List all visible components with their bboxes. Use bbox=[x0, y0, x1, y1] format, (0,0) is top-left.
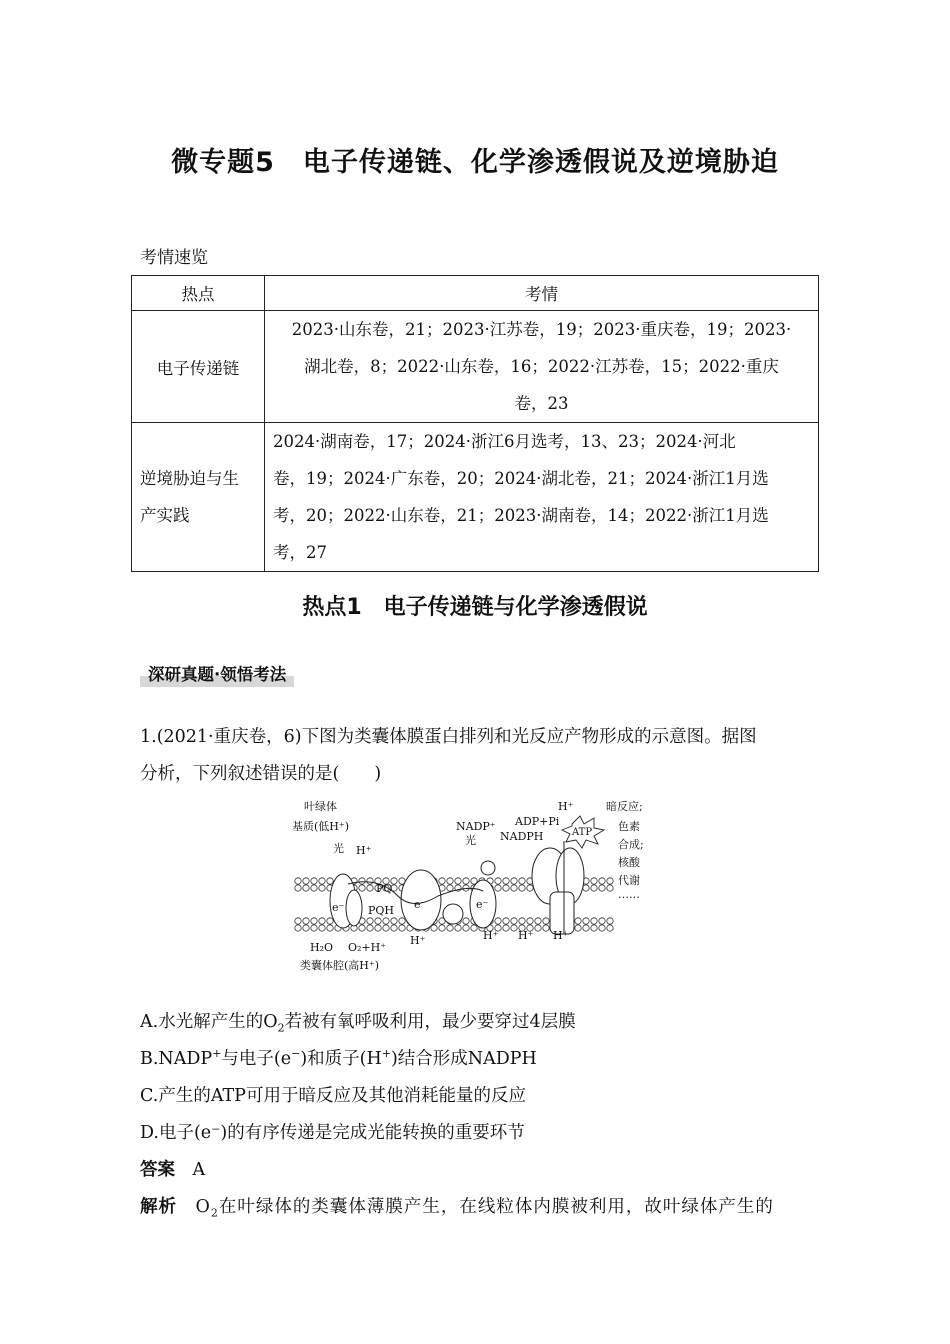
lipid-head bbox=[391, 918, 397, 924]
lipid-head bbox=[511, 885, 517, 891]
analysis-label: 解析 bbox=[140, 1197, 177, 1217]
table-row bbox=[132, 423, 819, 572]
lipid-head bbox=[511, 918, 517, 924]
lipid-head bbox=[495, 878, 501, 884]
label-nadp: NADP⁺ bbox=[456, 820, 496, 833]
lipid-head bbox=[503, 878, 509, 884]
label-o2: O₂+H⁺ bbox=[348, 941, 387, 954]
lipid-head bbox=[367, 885, 373, 891]
lipid-head bbox=[607, 918, 613, 924]
label-dark-6: …… bbox=[618, 888, 640, 901]
lipid-head bbox=[583, 885, 589, 891]
label-lumen: 类囊体腔(高H⁺) bbox=[300, 959, 379, 972]
lipid-head bbox=[519, 918, 525, 924]
section-banner: 深研真题·领悟考法 bbox=[140, 663, 294, 687]
answer-value: A bbox=[192, 1160, 206, 1180]
header-hot: 热点 bbox=[132, 276, 265, 311]
lipid-head bbox=[447, 885, 453, 891]
lipid-head bbox=[367, 878, 373, 884]
overview-label: 考情速览 bbox=[140, 248, 208, 268]
label-dark-2: 色素 bbox=[618, 820, 640, 833]
lipid-head bbox=[455, 878, 461, 884]
lipid-head bbox=[319, 925, 325, 931]
lipid-head bbox=[527, 885, 533, 891]
option-b: B.NADP+与电子(e−)和质子(H+)结合形成NADPH bbox=[140, 1047, 537, 1069]
lipid-head bbox=[575, 925, 581, 931]
lipid-head bbox=[543, 918, 549, 924]
header-info: 考情 bbox=[265, 276, 819, 311]
lipid-head bbox=[447, 925, 453, 931]
label-adp: ADP+Pi bbox=[515, 815, 560, 828]
lipid-head bbox=[383, 925, 389, 931]
lipid-head bbox=[583, 918, 589, 924]
lipid-head bbox=[591, 885, 597, 891]
label-hplus-lumen-4: H⁺ bbox=[553, 929, 569, 942]
lipid-head bbox=[359, 885, 365, 891]
lipid-head bbox=[303, 925, 309, 931]
lipid-head bbox=[383, 918, 389, 924]
label-h2o: H₂O bbox=[310, 941, 334, 954]
hot-cell bbox=[132, 423, 265, 572]
lipid-head bbox=[303, 878, 309, 884]
lipid-head bbox=[295, 885, 301, 891]
lipid-head bbox=[295, 878, 301, 884]
info-line: 考，20；2022·山东卷，21；2023·湖南卷，14；2022·浙江1月选 bbox=[273, 506, 769, 525]
lipid-head bbox=[463, 878, 469, 884]
lipid-head bbox=[311, 878, 317, 884]
info-line: 2024·湖南卷，17；2024·浙江6月选考，13、23；2024·河北 bbox=[273, 432, 736, 451]
lipid-head bbox=[519, 885, 525, 891]
lipid-head bbox=[311, 918, 317, 924]
label-hplus-atp: H⁺ bbox=[558, 800, 574, 813]
lipid-head bbox=[503, 925, 509, 931]
info-line: 卷，23 bbox=[514, 394, 569, 413]
label-eminus-1: e⁻ bbox=[332, 901, 345, 914]
lipid-head bbox=[327, 918, 333, 924]
label-hplus-lumen-3: H⁺ bbox=[518, 929, 534, 942]
label-nadph: NADPH bbox=[500, 830, 544, 843]
page-title: 微专题5 电子传递链、化学渗透假说及逆境胁迫 bbox=[171, 147, 779, 178]
lipid-head bbox=[391, 925, 397, 931]
lipid-head bbox=[471, 925, 477, 931]
lipid-head bbox=[519, 878, 525, 884]
question-stem bbox=[140, 719, 812, 793]
label-atp: ATP bbox=[572, 827, 593, 838]
lipid-head bbox=[359, 925, 365, 931]
info-cell bbox=[265, 311, 819, 423]
info-line: 2023·山东卷，21；2023·江苏卷，19；2023·重庆卷，19；2023· bbox=[291, 320, 792, 339]
cytochrome-complex bbox=[401, 870, 463, 930]
question-line: 1.(2021·重庆卷，6)下图为类囊体膜蛋白排列和光反应产物形成的示意图。据图 bbox=[140, 727, 757, 747]
label-hplus-lumen-1: H⁺ bbox=[410, 934, 426, 947]
option-a: A.水光解产生的$O_2$若被有氧呼吸利用，最少要穿过4层膜 bbox=[140, 1012, 576, 1035]
lipid-head bbox=[607, 885, 613, 891]
lipid-head bbox=[319, 885, 325, 891]
table-row bbox=[132, 311, 819, 423]
lipid-head bbox=[599, 878, 605, 884]
thylakoid-membrane-diagram bbox=[288, 796, 688, 978]
lipid-head bbox=[327, 878, 333, 884]
label-hplus-lumen-2: H⁺ bbox=[483, 929, 499, 942]
lipid-head bbox=[295, 925, 301, 931]
lipid-head bbox=[319, 878, 325, 884]
lipid-head bbox=[607, 878, 613, 884]
lipid-head bbox=[375, 925, 381, 931]
lipid-head bbox=[399, 925, 405, 931]
label-pqh: PQH bbox=[368, 904, 395, 917]
hot-line: 产实践 bbox=[140, 506, 190, 525]
label-light-2: 光 bbox=[465, 834, 476, 847]
lipid-head bbox=[591, 925, 597, 931]
lipid-head bbox=[367, 918, 373, 924]
lipid-head bbox=[463, 918, 469, 924]
answer-line bbox=[140, 1156, 205, 1181]
lipid-head bbox=[327, 925, 333, 931]
label-eminus-3: e⁻ bbox=[476, 898, 489, 911]
label-dark-3: 合成; bbox=[618, 838, 644, 851]
lipid-head bbox=[599, 918, 605, 924]
label-pq: PQ bbox=[376, 882, 393, 895]
lipid-head bbox=[535, 918, 541, 924]
lipid-head bbox=[303, 885, 309, 891]
label-dark-1: 暗反应; bbox=[606, 800, 643, 813]
lipid-head bbox=[447, 878, 453, 884]
lipid-head bbox=[543, 925, 549, 931]
label-hplus-top: H⁺ bbox=[356, 844, 372, 857]
lipid-head bbox=[591, 918, 597, 924]
lipid-head bbox=[591, 878, 597, 884]
lipid-head bbox=[359, 878, 365, 884]
lipid-head bbox=[607, 925, 613, 931]
lipid-head bbox=[439, 878, 445, 884]
lipid-head bbox=[311, 885, 317, 891]
label-stroma: 叶绿体 bbox=[304, 800, 337, 813]
lipid-head bbox=[583, 925, 589, 931]
lipid-head bbox=[511, 878, 517, 884]
info-line: 卷，19；2024·广东卷，20；2024·湖北卷，21；2024·浙江1月选 bbox=[273, 469, 769, 488]
lipid-head bbox=[367, 925, 373, 931]
lipid-head bbox=[295, 918, 301, 924]
hot-line: 逆境胁迫与生 bbox=[140, 469, 239, 488]
lipid-head bbox=[527, 918, 533, 924]
lipid-head bbox=[599, 885, 605, 891]
lipid-head bbox=[463, 925, 469, 931]
question-line: 分析，下列叙述错误的是( ) bbox=[140, 764, 382, 784]
info-line: 湖北卷，8；2022·山东卷，16；2022·江苏卷，15；2022·重庆 bbox=[304, 357, 779, 376]
option-c: C.产生的ATP可用于暗反应及其他消耗能量的反应 bbox=[140, 1086, 526, 1106]
lipid-head bbox=[599, 925, 605, 931]
label-stroma-2: 基质(低H⁺) bbox=[292, 820, 349, 833]
lipid-head bbox=[575, 918, 581, 924]
lipid-head bbox=[311, 925, 317, 931]
label-dark-5: 代谢 bbox=[618, 874, 640, 887]
photosystem-i bbox=[470, 861, 496, 928]
lipid-head bbox=[303, 918, 309, 924]
lipid-head bbox=[503, 885, 509, 891]
info-cell bbox=[265, 423, 819, 572]
lipid-head bbox=[511, 925, 517, 931]
label-light-1: 光 bbox=[333, 842, 344, 855]
lipid-head bbox=[399, 918, 405, 924]
label-eminus-2: e⁻ bbox=[414, 898, 427, 911]
label-dark-4: 核酸 bbox=[618, 856, 640, 869]
answer-label: 答案 bbox=[140, 1160, 175, 1180]
lipid-head bbox=[535, 925, 541, 931]
lipid-head bbox=[375, 918, 381, 924]
lipid-head bbox=[503, 918, 509, 924]
analysis-line: 解析 $O_2$在叶绿体的类囊体薄膜产生，在线粒体内膜被利用，故叶绿体产生的 bbox=[140, 1197, 774, 1220]
hot-section-title: 热点1 电子传递链与化学渗透假说 bbox=[302, 595, 648, 620]
lipid-head bbox=[319, 918, 325, 924]
lipid-head bbox=[455, 925, 461, 931]
lipid-head bbox=[439, 925, 445, 931]
lipid-head bbox=[495, 918, 501, 924]
option-d: D.电子(e⁻)的有序传递是完成光能转换的重要环节 bbox=[140, 1123, 525, 1143]
lipid-head bbox=[495, 885, 501, 891]
overview-table bbox=[131, 275, 819, 572]
hot-cell: 电子传递链 bbox=[132, 311, 265, 423]
info-line: 考，27 bbox=[273, 543, 327, 562]
table-header-row bbox=[132, 276, 819, 311]
